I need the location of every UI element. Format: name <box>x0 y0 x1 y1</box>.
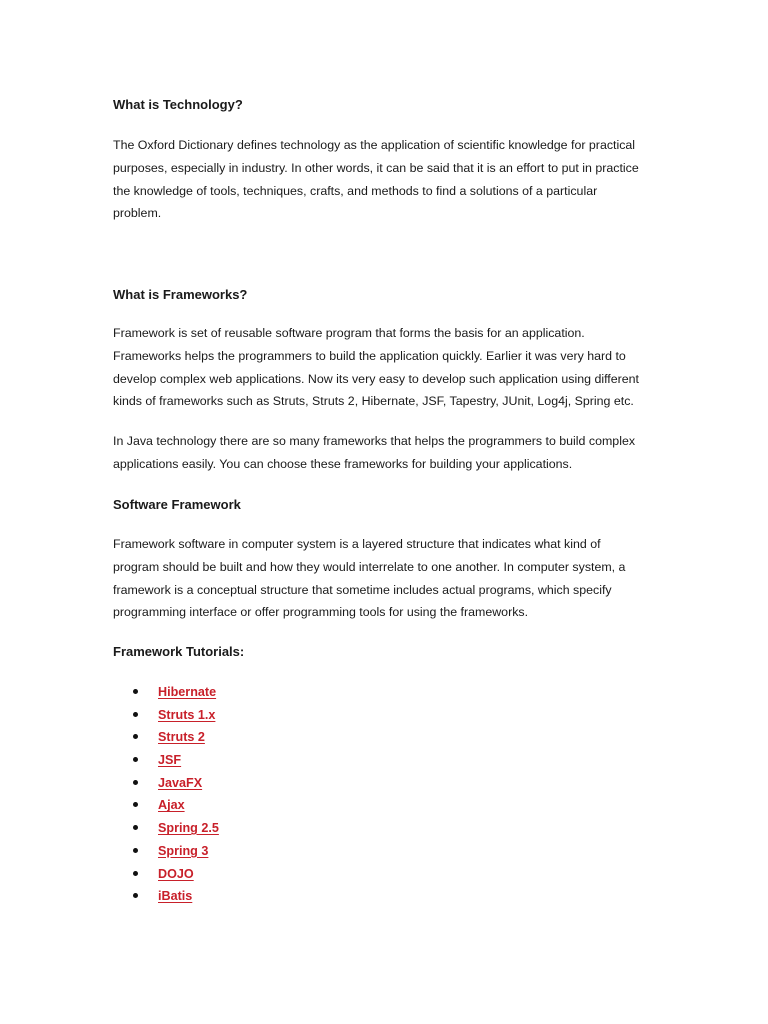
list-item <box>113 775 219 798</box>
text-line: kinds of frameworks such as Struts, Struts 2, Hibernate, JSF, Tapestry, JUnit, Log4j, Spring etc. <box>113 394 634 409</box>
text-line: problem. <box>113 206 162 221</box>
link-struts-2[interactable]: Struts 2 <box>158 730 205 745</box>
heading-what-is-frameworks: What is Frameworks? <box>113 287 248 302</box>
text-line: Framework is set of reusable software program that forms the basis for an application. <box>113 326 585 340</box>
bullet-icon <box>133 825 138 830</box>
link-dojo[interactable]: DOJO <box>158 866 194 881</box>
bullet-icon <box>133 757 138 762</box>
text-line: In Java technology there are so many frameworks that helps the programmers to build complex <box>113 434 636 448</box>
bullet-icon <box>133 848 138 853</box>
bullet-icon <box>133 734 138 739</box>
list-item <box>113 752 219 775</box>
heading-framework-tutorials: Framework Tutorials: <box>113 644 245 659</box>
list-item <box>113 729 219 752</box>
bullet-icon <box>133 780 138 785</box>
text-line: purposes, especially in industry. In other words, it can be said that it is an effort to put in practice <box>113 160 639 175</box>
list-item <box>113 866 219 889</box>
text-line: the knowledge of tools, techniques, crafts, and methods to find a solutions of a particular <box>113 183 598 198</box>
bullet-icon <box>133 712 138 717</box>
list-item <box>113 843 219 866</box>
list-item <box>113 797 219 820</box>
list-item <box>113 888 219 911</box>
paragraph-frameworks-1 <box>113 322 673 413</box>
link-struts-1x[interactable]: Struts 1.x <box>158 707 216 722</box>
link-spring-2-5[interactable]: Spring 2.5 <box>158 821 219 836</box>
bullet-icon <box>133 689 138 694</box>
link-hibernate[interactable]: Hibernate <box>158 685 217 699</box>
bullet-icon <box>133 802 138 807</box>
link-spring-3[interactable]: Spring 3 <box>158 843 209 858</box>
list-item <box>113 684 219 707</box>
bullet-icon <box>133 871 138 876</box>
list-item <box>113 820 219 843</box>
text-line: Frameworks helps the programmers to build the application quickly. Earlier it was very hard to <box>113 348 626 363</box>
text-line: programming interface or offer programming tools for using the frameworks. <box>113 605 529 620</box>
link-ibatis[interactable]: iBatis <box>158 889 193 904</box>
paragraph-technology <box>113 134 673 225</box>
text-line: program should be built and how they would interrelate to one another. In computer system, a <box>113 559 626 574</box>
text-line: framework is a conceptual structure that sometime includes actual programs, which specify <box>113 582 612 597</box>
text-line: Framework software in computer system is a layered structure that indicates what kind of <box>113 537 601 551</box>
paragraph-software-framework <box>113 533 673 624</box>
paragraph-frameworks-2 <box>113 430 673 476</box>
tutorial-list <box>113 684 219 911</box>
heading-what-is-technology: What is Technology? <box>113 97 243 112</box>
heading-software-framework: Software Framework <box>113 497 241 512</box>
link-jsf[interactable]: JSF <box>158 753 182 768</box>
link-ajax[interactable]: Ajax <box>158 798 185 813</box>
link-javafx[interactable]: JavaFX <box>158 775 203 790</box>
list-item <box>113 707 219 730</box>
text-line: The Oxford Dictionary defines technology as the application of scientific knowledge for practical <box>113 138 636 152</box>
text-line: applications easily. You can choose these frameworks for building your applications. <box>113 456 573 471</box>
bullet-icon <box>133 893 138 898</box>
text-line: develop complex web applications. Now its very easy to develop such application using different <box>113 371 639 386</box>
